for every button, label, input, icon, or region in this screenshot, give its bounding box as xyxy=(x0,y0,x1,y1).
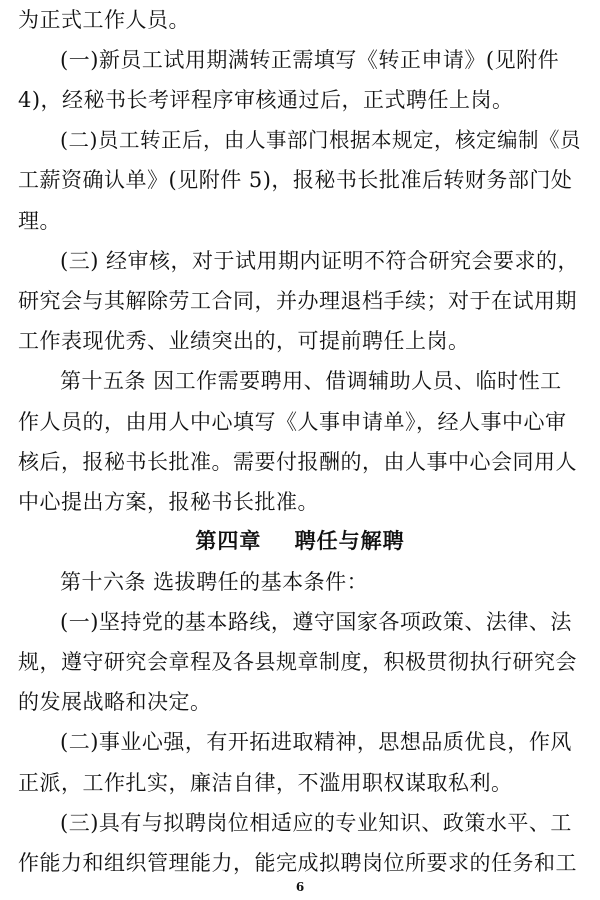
text-line: 作人员的，由用人中心填写《人事申请单》，经人事中心审 xyxy=(18,410,567,434)
text-line: 第十五条 因工作需要聘用、借调辅助人员、临时性工 xyxy=(60,369,562,393)
text-line: (三) 经审核，对于试用期内证明不符合研究会要求的， xyxy=(60,249,580,273)
text-line: 工薪资确认单》(见附件 5)，报秘书长批准后转财务部门处 xyxy=(18,168,573,192)
text-line: (二)事业心强，有开拓进取精神，思想品质优良，作风 xyxy=(60,730,572,754)
text-line: 中心提出方案，报秘书长批准。 xyxy=(18,490,319,514)
text-line: (二)员工转正后，由人事部门根据本规定，核定编制《员 xyxy=(60,128,581,152)
text-line: 工作表现优秀、业绩突出的，可提前聘任上岗。 xyxy=(18,329,470,353)
text-line: (一)新员工试用期满转正需填写《转正申请》(见附件 xyxy=(60,48,560,72)
text-line: 研究会与其解除劳工合同，并办理退档手续；对于在试用期 xyxy=(18,289,577,313)
text-line: 核后，报秘书长批准。需要付报酬的，由人事中心会同用人 xyxy=(18,450,577,474)
text-line: 为正式工作人员。 xyxy=(18,8,190,32)
text-line: 的发展战略和决定。 xyxy=(18,690,212,714)
text-line: 第十六条 选拔聘任的基本条件： xyxy=(60,570,369,594)
text-line: 正派，工作扎实，廉洁自律，不滥用职权谋取私利。 xyxy=(18,771,513,795)
text-line: 理。 xyxy=(18,209,61,233)
text-line: 规，遵守研究会章程及各县规章制度，积极贯彻执行研究会 xyxy=(18,650,577,674)
chapter-heading: 第四章 聘任与解聘 xyxy=(195,528,405,553)
text-line: 作能力和组织管理能力，能完成拟聘岗位所要求的任务和工 xyxy=(18,851,577,875)
text-line: (三)具有与拟聘岗位相适应的专业知识、政策水平、工 xyxy=(60,811,572,835)
page-number: 6 xyxy=(295,880,305,894)
text-line: 4)，经秘书长考评程序审核通过后，正式聘任上岗。 xyxy=(18,88,514,112)
text-line: (一)坚持党的基本路线，遵守国家各项政策、法律、法 xyxy=(60,610,572,634)
